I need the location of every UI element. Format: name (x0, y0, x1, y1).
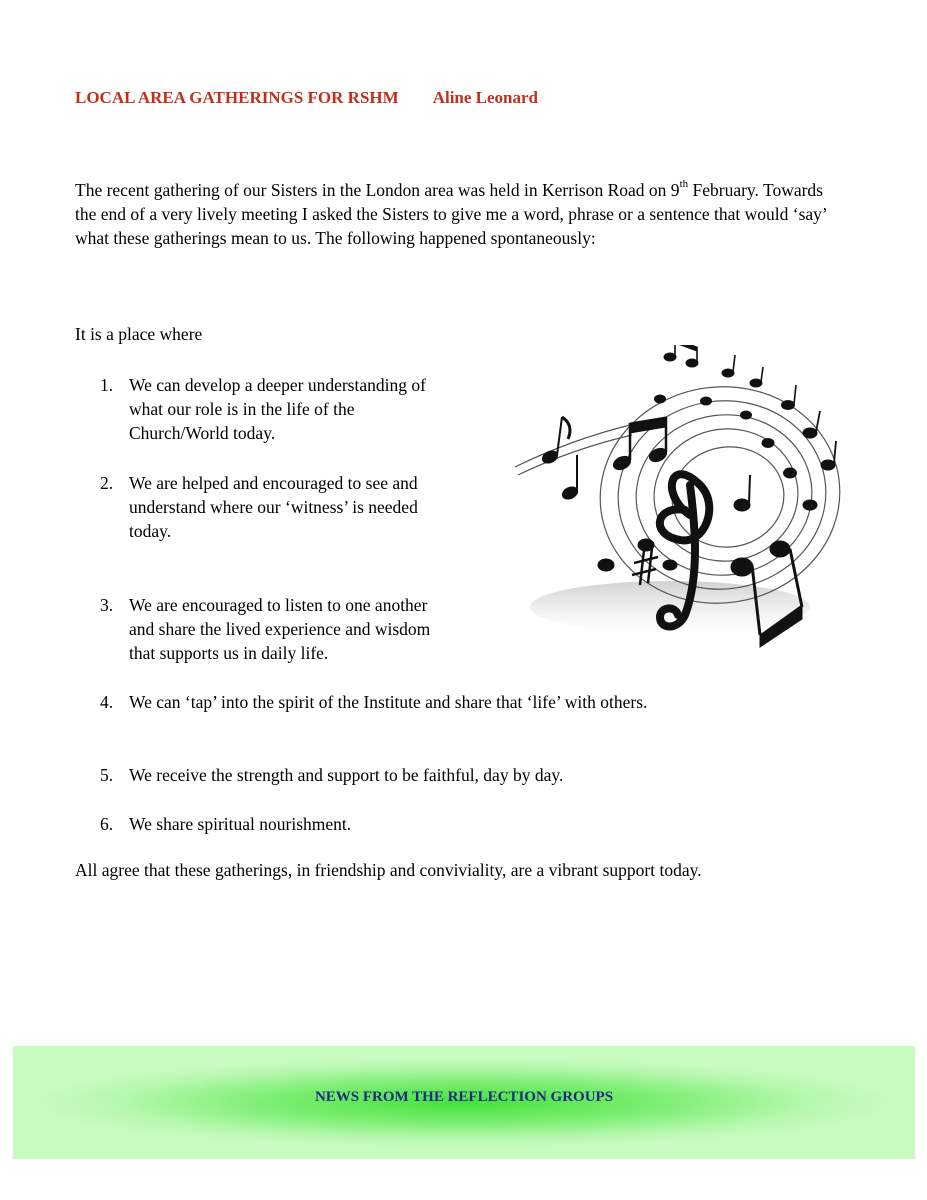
intro-text-start: The recent gathering of our Sisters in the London area was held in Kerrison Road on 9 (75, 180, 680, 200)
author-name: Aline Leonard (432, 88, 538, 107)
list-item-text: We are helped and encouraged to see and understand where our ‘witness’ is needed today. (129, 473, 418, 541)
list-item (100, 593, 430, 665)
list-item (100, 373, 426, 445)
music-notes-swirl-icon (510, 345, 850, 655)
list-lead-in: It is a place where (75, 324, 203, 344)
section-banner (13, 1046, 915, 1159)
list-item-text: We receive the strength and support to be faithful, day by day. (129, 765, 564, 785)
banner-heading: NEWS FROM THE REFLECTION GROUPS (314, 1089, 614, 1105)
list-number: 6. (100, 814, 114, 834)
list-item (100, 471, 418, 543)
list-number: 1. (100, 375, 114, 395)
list-item-text: We share spiritual nourishment. (129, 814, 352, 834)
list-number: 2. (100, 473, 114, 493)
intro-paragraph (75, 178, 845, 250)
title-text: LOCAL AREA GATHERINGS FOR RSHM (75, 88, 399, 107)
list-number: 4. (100, 692, 114, 712)
article-title (75, 88, 538, 108)
ordinal-suffix: th (679, 178, 689, 191)
list-item (100, 763, 563, 787)
intro-text-end: February. Towards the end of a very lively meeting I asked the Sisters to give me a word, phrase or a sentence that would ‘say’ what these gatherings mean to us. The following happened spontaneously: (75, 180, 827, 248)
list-item-text: We are encouraged to listen to one another and share the lived experience and wisdom that supports us in daily life. (129, 595, 431, 663)
list-number: 5. (100, 765, 114, 785)
list-item-text: We can develop a deeper understanding of what our role is in the life of the Church/World today. (129, 375, 426, 443)
list-number: 3. (100, 595, 114, 615)
list-item (100, 812, 351, 836)
list-item-text: We can ‘tap’ into the spirit of the Institute and share that ‘life’ with others. (129, 692, 648, 712)
closing-sentence: All agree that these gatherings, in friendship and conviviality, are a vibrant support today. (75, 860, 702, 880)
list-item (100, 690, 647, 714)
